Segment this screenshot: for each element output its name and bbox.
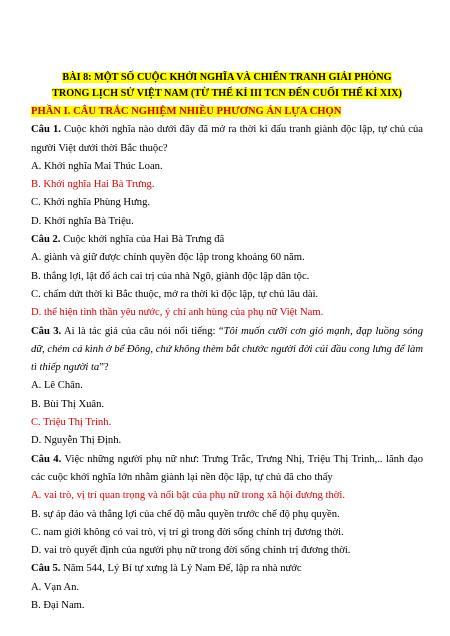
- question-5: [31, 560, 423, 615]
- option-d-correct[interactable]: D. thể hiện tinh thần yêu nước, ý chí anh hùng của phụ nữ Việt Nam.: [31, 307, 324, 319]
- option-c[interactable]: C. Khởi nghĩa Phùng Hưng.: [31, 197, 151, 209]
- option-a[interactable]: A. Lê Chân.: [31, 380, 83, 392]
- question-text: Ai là tác giả của câu nói nổi tiếng: “: [61, 325, 224, 337]
- option-c-correct[interactable]: C. Triệu Thị Trinh.: [31, 417, 112, 429]
- question-1: [31, 121, 423, 231]
- question-label: Câu 5.: [31, 563, 61, 575]
- option-d[interactable]: D. Nguyễn Thị Định.: [31, 435, 122, 447]
- part-heading: PHẦN I. CÂU TRẮC NGHIỆM NHIỀU PHƯƠNG ÁN LỰA CHỌN: [31, 106, 342, 117]
- option-c[interactable]: C. nam giới không có vai trò, vị trí gì trong đời sống chính trị đương thời.: [31, 526, 344, 538]
- option-d[interactable]: D. Khởi nghĩa Bà Triệu.: [31, 215, 134, 227]
- question-text: Cuộc khởi nghĩa nào dưới đây đã mở ra thời kì đấu tranh giành độc lập, tự chủ của người Việt dưới thời Bắc thuộc?: [31, 124, 423, 154]
- option-a[interactable]: A. Khởi nghĩa Mai Thúc Loan.: [31, 160, 163, 172]
- option-b[interactable]: B. Bùi Thị Xuân.: [31, 398, 105, 410]
- option-a[interactable]: A. giành và giữ được chính quyền độc lập trong khoảng 60 năm.: [31, 252, 305, 264]
- document-content: [31, 70, 423, 615]
- question-4: [31, 451, 423, 561]
- question-label: Câu 4.: [31, 453, 62, 465]
- question-label: Câu 3.: [31, 325, 62, 337]
- question-text: Năm 544, Lý Bí tự xưng là Lý Nam Đế, lập ra nhà nước: [60, 563, 302, 575]
- question-text-end: ”?: [99, 362, 109, 374]
- option-b-correct[interactable]: B. Khởi nghĩa Hai Bà Trưng.: [31, 179, 155, 191]
- question-label: Câu 2.: [31, 234, 61, 246]
- title-line-2: TRONG LỊCH SỬ VIỆT NAM (TỪ THẾ KỈ III TCN ĐẾN CUỐI THẾ KỈ XIX): [52, 88, 402, 99]
- option-b[interactable]: B. sự áp đảo và thắng lợi của chế độ mẫu quyền trước chế độ phụ quyền.: [31, 508, 340, 520]
- question-text: Việc những người phụ nữ như: Trưng Trắc, Trưng Nhị, Triệu Thị Trinh,.. lãnh đạo các cuộc khởi nghĩa lớn nhằm giành lại nền độc lập, tự chủ đã cho thấy: [31, 453, 423, 483]
- option-a-correct[interactable]: A. vai trò, vị trí quan trọng và nổi bật của phụ nữ trong xã hội đương thời.: [31, 490, 345, 502]
- option-b[interactable]: B. Đại Nam.: [31, 600, 85, 612]
- option-b[interactable]: B. thắng lợi, lật đổ ách cai trị của nhà Ngô, giành độc lập dân tộc.: [31, 270, 310, 282]
- question-3: [31, 323, 423, 451]
- title-line-1: BÀI 8: MỘT SỐ CUỘC KHỞI NGHĨA VÀ CHIẾN TRANH GIẢI PHÓNG: [62, 72, 392, 83]
- option-c[interactable]: C. chấm dứt thời kì Bắc thuộc, mở ra thời kì độc lập, tự chủ lâu dài.: [31, 288, 319, 300]
- question-2: [31, 231, 423, 322]
- option-a[interactable]: A. Vạn An.: [31, 581, 80, 593]
- option-d[interactable]: D. vai trò quyết định của người phụ nữ trong đời sống chính trị đương thời.: [31, 545, 351, 557]
- question-text: Cuộc khởi nghĩa của Hai Bà Trưng đã: [60, 234, 225, 246]
- lesson-title: [31, 70, 423, 102]
- question-label: Câu 1.: [31, 124, 61, 136]
- quote-text: Tôi muốn cưỡi cơn gió mạnh, đạp luồng sóng dữ, chém cá kình ở bể Đông, chứ không thèm bắt chước người đời cúi đầu cong lưng để làm tì thiếp người ta: [31, 325, 424, 374]
